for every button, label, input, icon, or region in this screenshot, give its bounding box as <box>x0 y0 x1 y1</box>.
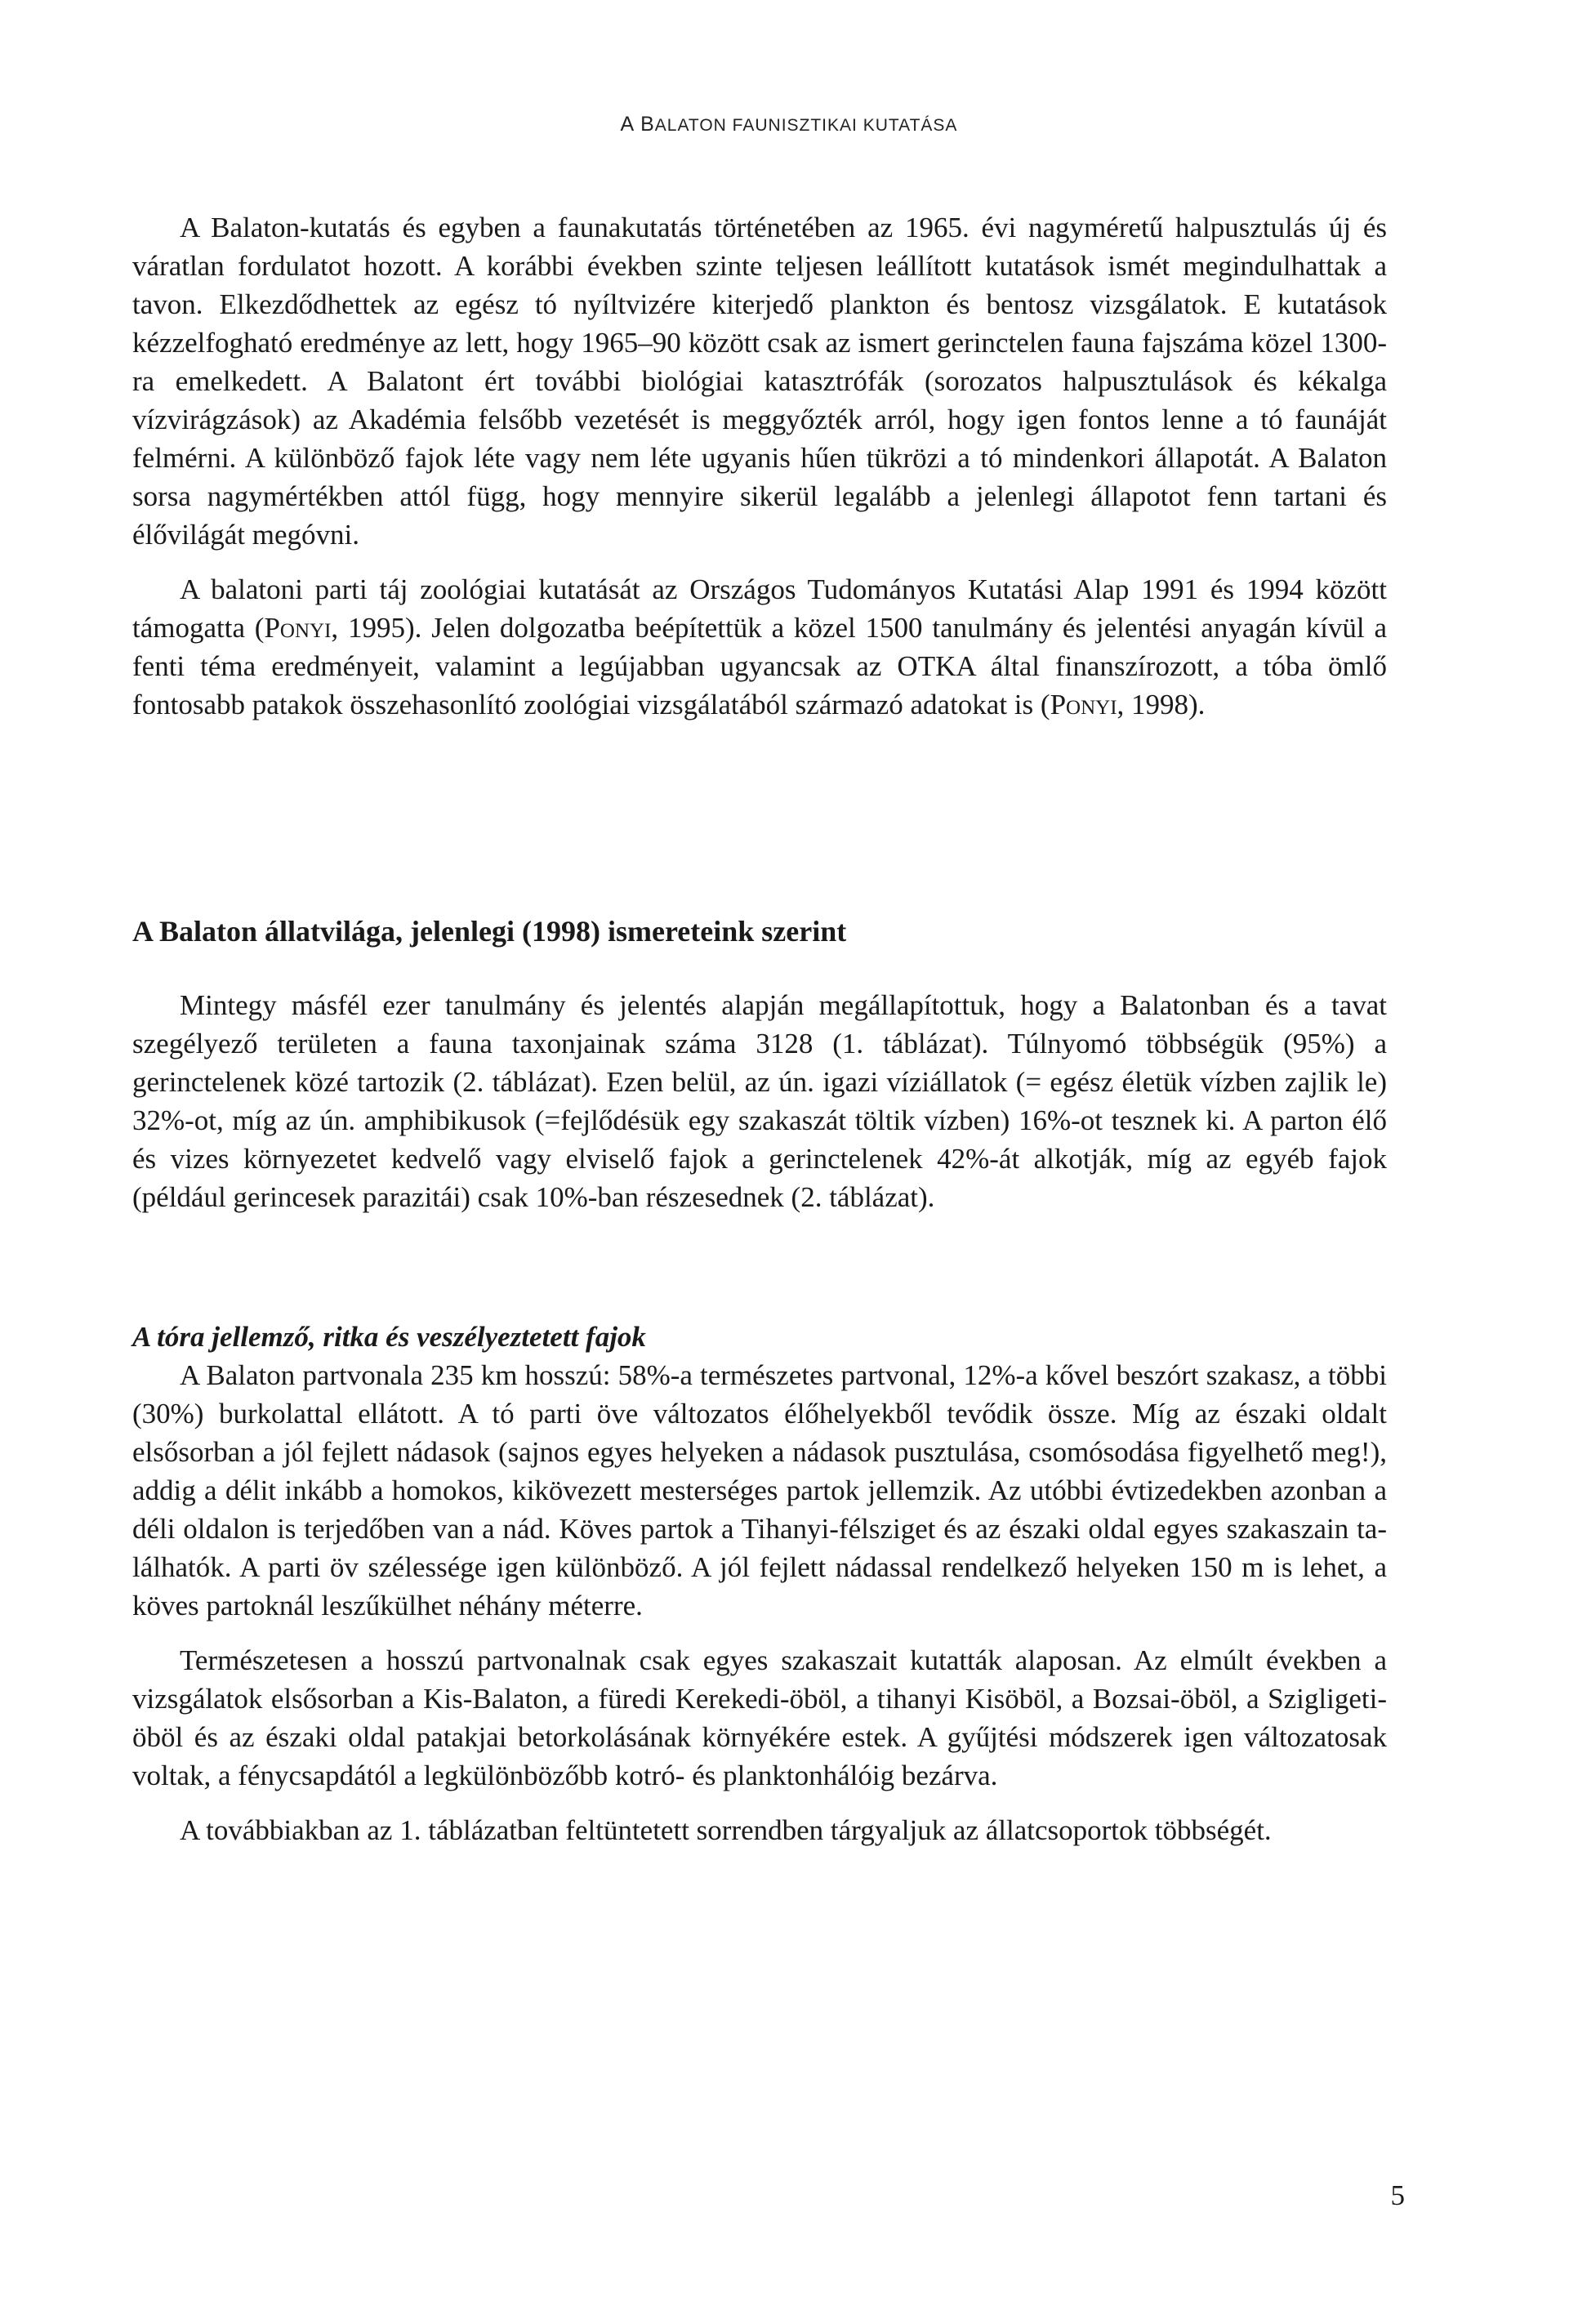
intro-p2-text-1: A balatoni parti táj zoológiai kutatását az Országos Tudományos Kutatási Alap 1991 és 1994 között támogatta ( <box>132 573 1387 644</box>
intro-paragraph-1: A Balaton-kutatás és egyben a faunakutatás történetében az 1965. évi nagyméretű halpusztulás új és váratlan fordulatot hozott. A korábbi években szinte teljesen leállított kutatások ismét megindulhattak a tavon. Elkezdődhettek az egész tó nyíltvizére kiterjedő plankton és bentosz vizsgálatok. E kutatások kézzelfogható eredménye az lett, hogy 1965–90 között csak az ismert gerinctelen fauna fajszáma közel 1300-ra emelkedett. A Balatont ért további biológiai katasztrófák (sorozatos halpusztulások és kékalga vízvirágzások) az Akadémia felsőbb vezetését is meggyőzték arról, hogy igen fontos lenne a tó faunáját felmérni. A különböző fajok léte vagy nem léte ugyanis hűen tükrözi a tó mindenkori állapotát. A Balaton sorsa nagymértékben attól függ, hogy mennyire sikerül legalább a jelenlegi állapotot fenn tartani és élővilágát megóvni. <box>132 212 1387 551</box>
section2-paragraph-1: A Balaton partvonala 235 km hosszú: 58%-a természetes partvonal, 12%-a kővel beszórt szakasz, a többi (30%) burkolattal ellátott. A tó parti öve változatos élőhelyekből tevődik össze. Míg az északi oldalt elsősorban a jól fejlett nádasok (sajnos egyes helyeken a nádasok pusztulása, csomósodása figyelhető meg!), addig a délit inkább a homokos, kikövezett mesterséges partok jellemzik. Az utóbbi évtizedekben azonban a déli oldalon is terjedőben van a nád. Köves partok a Tihanyi-félsziget és az északi oldal egyes szakaszain találhatók. A parti öv szélessége igen különböző. A jól fejlett nádassal rendelkező helyeken 150 m is lehet, a köves partoknál leszűkülhet néhány méterre. <box>132 1359 1387 1621</box>
running-head <box>0 113 1578 136</box>
intro-p2-text-3: , 1998). <box>1117 689 1206 720</box>
section1-block <box>132 986 1387 1216</box>
citation-author: Ponyi <box>1050 689 1117 720</box>
section2-paragraph-2: Természetesen a hosszú partvonalnak csak egyes szakaszait kutatták alaposan. Az elmúlt években a vizsgálatok elsősorban a Kis-Balaton, a füredi Kerekedi-öböl, a tihanyi Kisöböl, a Bozsai-öböl, a Szigligeti-öböl és az északi oldal patakjai betorkolásának környékére estek. A gyűjtési módszerek igen változatosak voltak, a fénycsapdától a legkülönbözőbb kotró- és planktonhálóig bezárva. <box>132 1644 1387 1791</box>
section-subheading: A tóra jellemző, ritka és veszélyeztetett fajok <box>132 1321 646 1353</box>
running-head-initial-a: A <box>620 113 635 136</box>
running-head-rest: ALATON FAUNISZTIKAI KUTATÁSA <box>654 116 958 135</box>
section2-block <box>132 1318 1387 1849</box>
intro-block <box>132 208 1387 724</box>
intro-p2-text-2: , 1995). Jelen dolgozatba beépítettük a közel 1500 tanulmány és jelentési anyagán kívül a fenti téma eredményeit, valamint a legújabban ugyancsak az OTKA által finanszírozott, a tóba ömlő fontosabb patakok összehasonlító zoológiai vizsgálatából származó adatokat is ( <box>132 612 1387 720</box>
section-heading: A Balaton állatvilága, jelenlegi (1998) ismereteink szerint <box>132 915 847 948</box>
running-head-initial-b: B <box>640 113 655 136</box>
section2-paragraph-3: A továbbiakban az 1. táblázatban feltüntetett sorrendben tárgyaljuk az állatcsoportok többségét. <box>180 1814 1272 1846</box>
section1-paragraph-1: Mintegy másfél ezer tanulmány és jelentés alapján megállapítottuk, hogy a Balatonban és a tavat szegélyező területen a fauna taxonjainak száma 3128 (1. táblázat). Túlnyomó többségük (95%) a gerinctelenek közé tartozik (2. táblázat). Ezen belül, az ún. igazi víziállatok (= egész életük vízben zajlik le) 32%-ot, míg az ún. amphibikusok (=fejlődésük egy szakaszát töltik vízben) 16%-ot tesznek ki. A parton élő és vizes környezetet kedvelő vagy elviselő fajok a gerinctelenek 42%-át alkotják, míg az egyéb fajok (például gerincesek parazitái) csak 10%-ban részesednek (2. táblázat). <box>132 989 1387 1213</box>
page-number: 5 <box>1390 2179 1405 2211</box>
intro-paragraph-2 <box>132 570 1387 724</box>
citation-author: Ponyi <box>264 612 332 644</box>
